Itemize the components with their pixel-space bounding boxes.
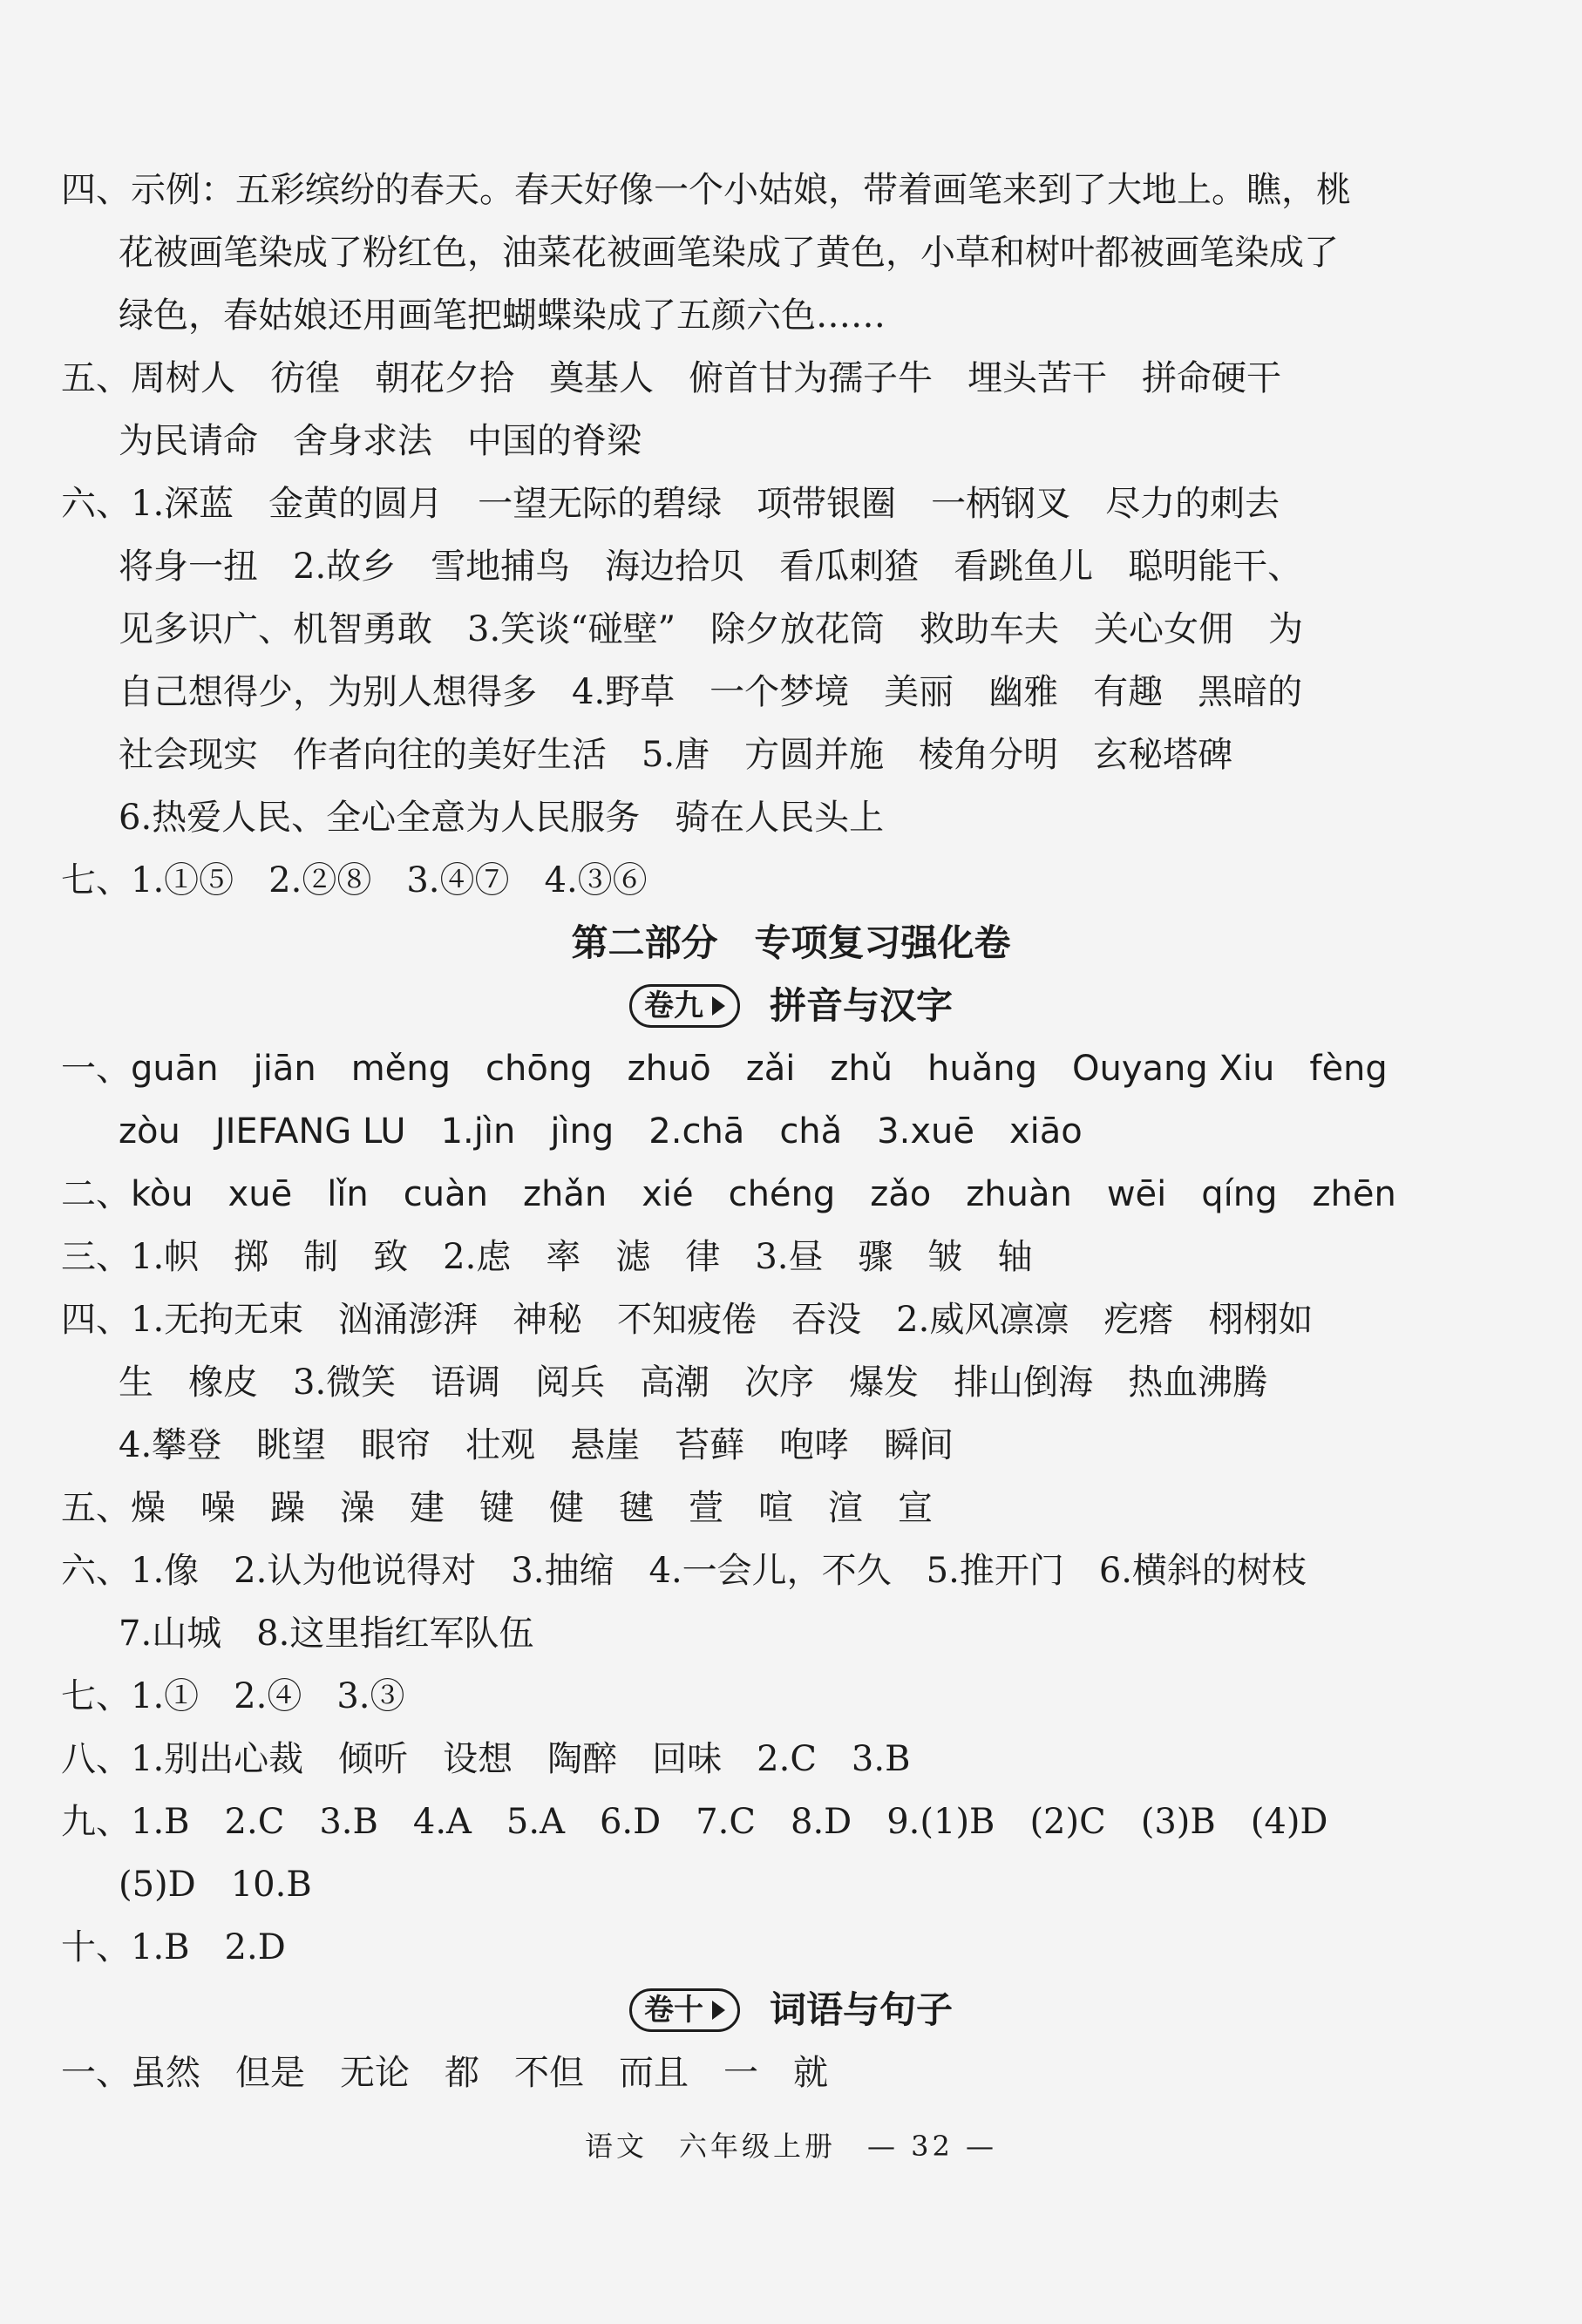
- text-line: 4.攀登 眺望 眼帘 壮观 悬崖 苔藓 咆哮 瞬间: [119, 1425, 954, 1465]
- volume-tag: [629, 1988, 740, 2032]
- text-line: 自己想得少，为别人想得多 4.野草 一个梦境 美丽 幽雅 有趣 黑暗的: [119, 672, 1303, 712]
- text-line: 社会现实 作者向往的美好生活 5.唐 方圆并施 棱角分明 玄秘塔碑: [119, 735, 1233, 775]
- page-footer: 语文 六年级上册 — 32 —: [584, 2130, 998, 2163]
- text-line: 7.山城 8.这里指红军队伍: [119, 1614, 534, 1654]
- text-line: 四、1.无拘无束 汹涌澎湃 神秘 不知疲倦 吞没 2.威风凛凛 疙瘩 栩栩如: [61, 1300, 1314, 1340]
- text-line: 五、燥 噪 躁 澡 建 键 健 毽 萱 喧 渲 宣: [61, 1488, 933, 1528]
- triangle-icon: [712, 2001, 725, 2020]
- subsection-header-10: [0, 1986, 1582, 2035]
- text-line: 四、示例：五彩缤纷的春天。春天好像一个小姑娘，带着画笔来到了大地上。瞧，桃: [61, 170, 1351, 210]
- text-line: 八、1.别出心裁 倾听 设想 陶醉 回味 2.C 3.B: [61, 1739, 911, 1779]
- subsection-title: 拼音与汉字: [769, 984, 953, 1027]
- text-line: 一、虽然 但是 无论 都 不但 而且 一 就: [61, 2053, 828, 2093]
- volume-tag-label: 卷十: [643, 1993, 703, 2028]
- text-line: 七、1.①⑤ 2.②⑧ 3.④⑦ 4.③⑥: [61, 860, 648, 900]
- text-line: 生 橡皮 3.微笑 语调 阅兵 高潮 次序 爆发 排山倒海 热血沸腾: [119, 1362, 1268, 1403]
- text-line: 三、1.帜 掷 制 致 2.虑 率 滤 律 3.昼 骤 皱 轴: [61, 1237, 1033, 1277]
- volume-tag: [629, 984, 740, 1028]
- text-line: 为民请命 舍身求法 中国的脊梁: [119, 421, 642, 461]
- text-line: 六、1.像 2.认为他说得对 3.抽缩 4.一会儿，不久 5.推开门 6.横斜的树枝: [61, 1551, 1307, 1591]
- triangle-icon: [712, 996, 725, 1016]
- text-line: 十、1.B 2.D: [61, 1927, 286, 1967]
- text-line: 六、1.深蓝 金黄的圆月 一望无际的碧绿 项带银圈 一柄钢叉 尽力的刺去: [61, 484, 1280, 524]
- text-line: 见多识广、机智勇敢 3.笑谈“碰壁” 除夕放花筒 救助车夫 关心女佣 为: [119, 609, 1304, 649]
- text-line: 九、1.B 2.C 3.B 4.A 5.A 6.D 7.C 8.D 9.(1)B (2)C (3)B (4)D: [61, 1802, 1328, 1842]
- text-line: (5)D 10.B: [119, 1865, 312, 1905]
- subsection-title: 词语与句子: [769, 1988, 953, 2031]
- text-line: 二、kòu xuē lǐn cuàn zhǎn xié chéng zǎo zhuàn wēi qíng zhēn: [61, 1174, 1396, 1214]
- subsection-header-9: [0, 982, 1582, 1030]
- text-line: 6.热爱人民、全心全意为人民服务 骑在人民头上: [119, 798, 885, 838]
- text-line: 七、1.① 2.④ 3.③: [61, 1676, 405, 1716]
- text-line: 将身一扭 2.故乡 雪地捕鸟 海边拾贝 看瓜刺猹 看跳鱼儿 聪明能干、: [119, 547, 1303, 587]
- text-line: 一、guān jiān měng chōng zhuō zǎi zhǔ huǎng Ouyang Xiu fèng: [61, 1049, 1388, 1089]
- text-line: 五、周树人 彷徨 朝花夕拾 奠基人 俯首甘为孺子牛 埋头苦干 拼命硬干: [61, 358, 1281, 398]
- section-title: 第二部分 专项复习强化卷: [571, 921, 1011, 964]
- text-line: 绿色，春姑娘还用画笔把蝴蝶染成了五颜六色……: [119, 296, 886, 336]
- volume-tag-label: 卷九: [643, 989, 703, 1023]
- text-line: zòu JIEFANG LU 1.jìn jìng 2.chā chǎ 3.xuē xiāo: [119, 1111, 1083, 1152]
- text-line: 花被画笔染成了粉红色，油菜花被画笔染成了黄色，小草和树叶都被画笔染成了: [119, 233, 1339, 273]
